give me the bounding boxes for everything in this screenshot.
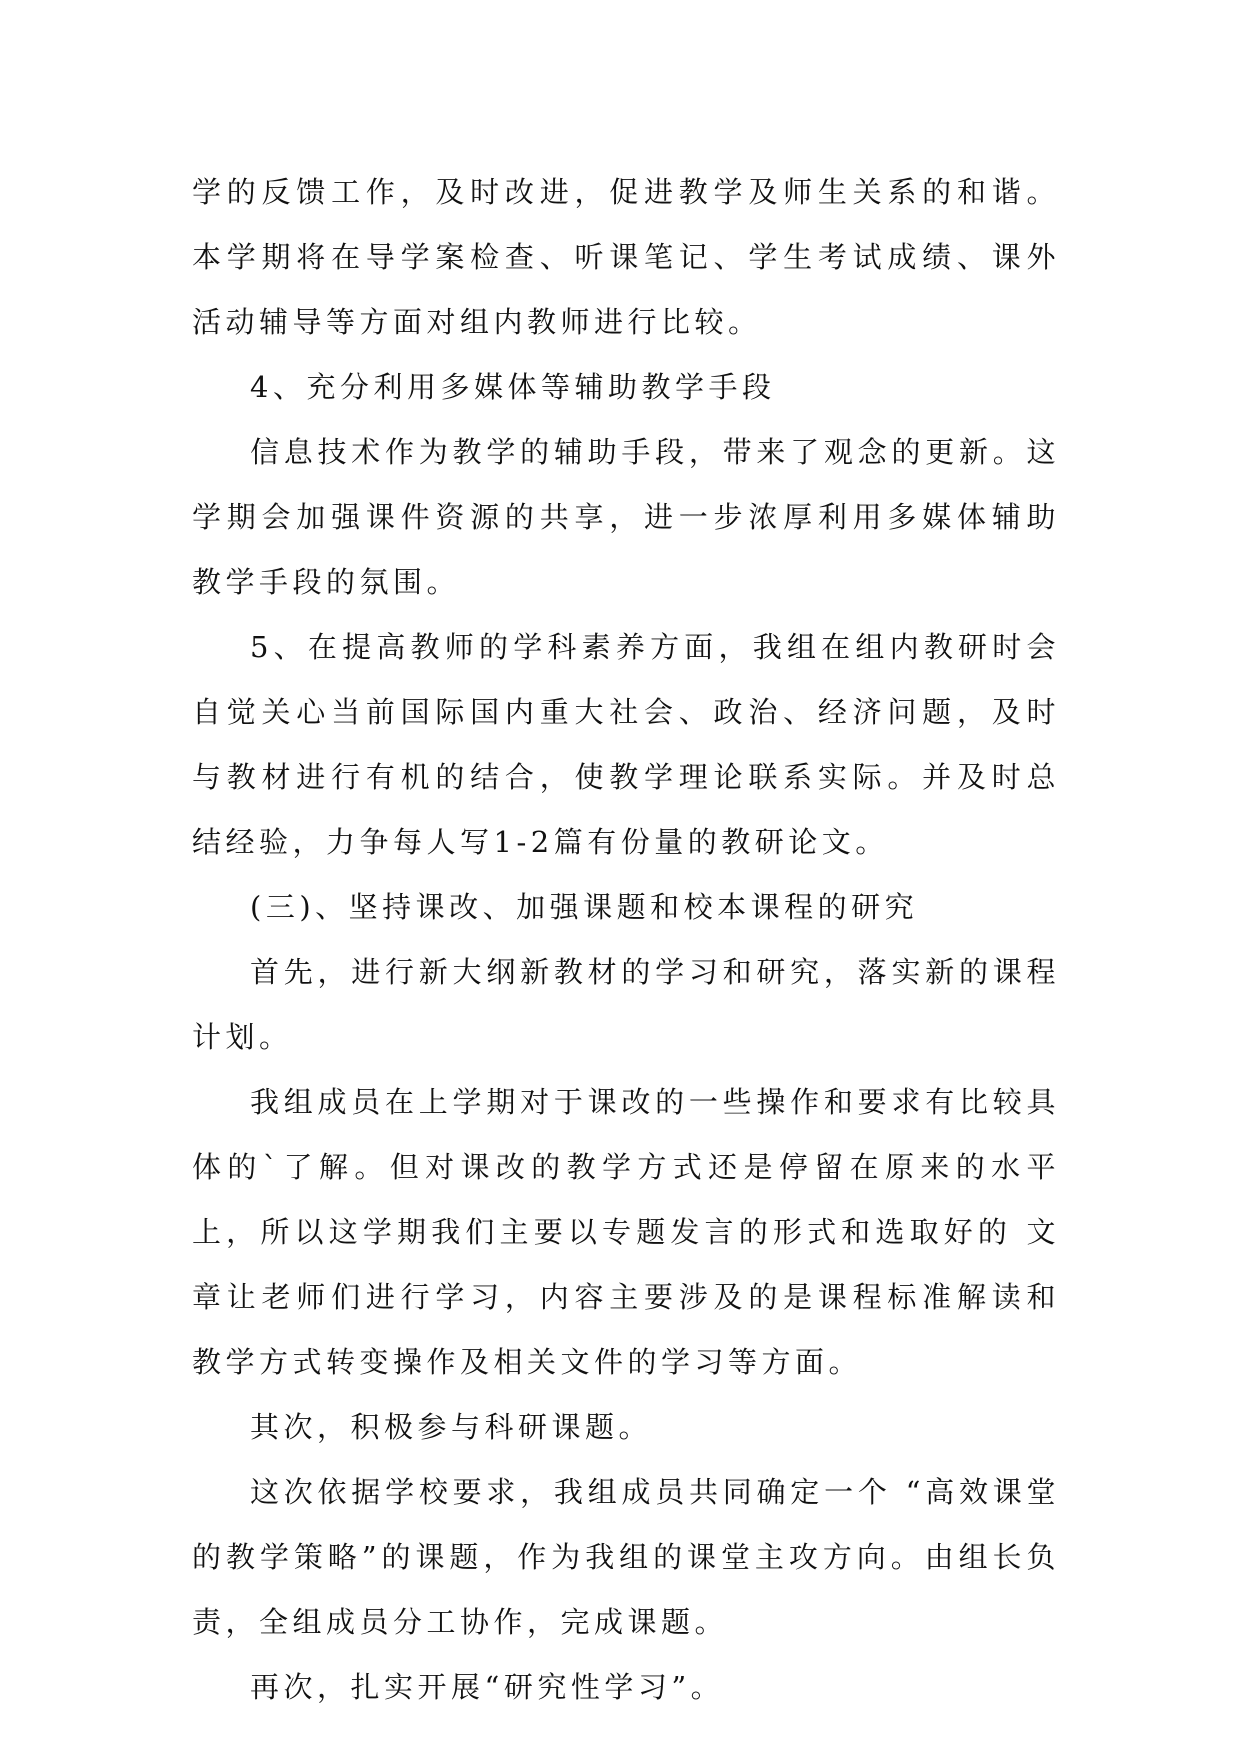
paragraph-team-learning: 我组成员在上学期对于课改的一些操作和要求有比较具体的`了解。但对课改的教学方式还是停留在原来的水平上，所以这学期我们主要以专题发言的形式和选取好的 文章让老师们进行学习，内容主要涉及的是课程标准解读和教学方式转变操作及相关文件的学习等方面。 bbox=[192, 1085, 1060, 1379]
paragraph-second-step: 其次，积极参与科研课题。 bbox=[250, 1410, 653, 1444]
paragraph-feedback: 学的反馈工作，及时改进，促进教学及师生关系的和谐。本学期将在导学案检查、听课笔记、学生考试成绩、课外活动辅导等方面对组内教师进行比较。 bbox=[192, 175, 1060, 339]
paragraph-first-step: 首先，进行新大纲新教材的学习和研究，落实新的课程计划。 bbox=[192, 955, 1060, 1054]
paragraph-heading-curriculum-reform: (三)、坚持课改、加强课题和校本课程的研究 bbox=[250, 890, 919, 924]
document-body bbox=[192, 160, 1060, 1720]
paragraph-heading-multimedia: 4、充分利用多媒体等辅助教学手段 bbox=[250, 370, 776, 404]
paragraph-information-technology: 信息技术作为教学的辅助手段，带来了观念的更新。这学期会加强课件资源的共享，进一步浓厚利用多媒体辅助教学手段的氛围。 bbox=[192, 435, 1060, 599]
paragraph-subject-literacy: 5、在提高教师的学科素养方面，我组在组内教研时会自觉关心当前国际国内重大社会、政治、经济问题，及时与教材进行有机的结合，使教学理论联系实际。并及时总结经验，力争每人写1-2篇有份量的教研论文。 bbox=[192, 630, 1060, 859]
paragraph-research-topic: 这次依据学校要求，我组成员共同确定一个 “高效课堂的教学策略”的课题，作为我组的课堂主攻方向。由组长负责，全组成员分工协作，完成课题。 bbox=[192, 1475, 1060, 1639]
paragraph-third-step: 再次，扎实开展“研究性学习”。 bbox=[250, 1670, 725, 1704]
